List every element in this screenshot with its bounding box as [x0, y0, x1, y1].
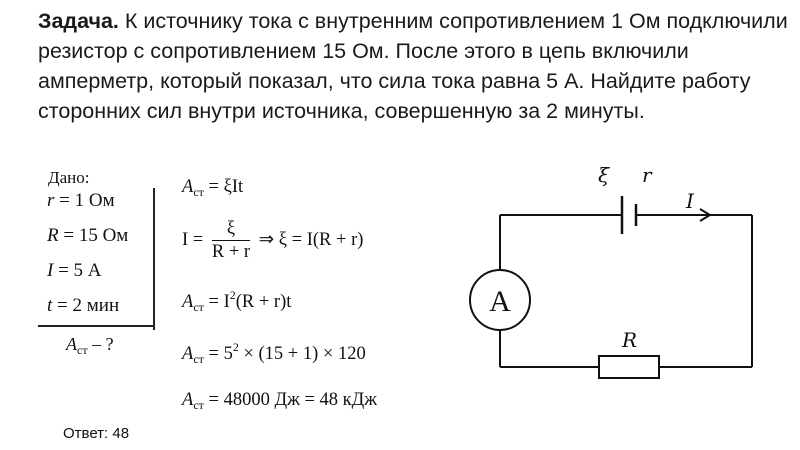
given-symbol: I [47, 260, 54, 281]
problem-label: Задача. [38, 9, 119, 33]
find-quantity: $A_{ст}$ – ? [66, 334, 114, 357]
given-symbol: R [47, 225, 59, 246]
resistor-symbol [599, 356, 659, 378]
answer-text: Ответ: 48 [63, 425, 130, 442]
equation-4: $A_{ст} = 5^2 \times (15 + 1) \times 120$ [182, 340, 366, 366]
given-value: = 5 А [58, 260, 102, 281]
given-symbol: t [47, 295, 53, 316]
given-value: = 2 мин [57, 295, 120, 316]
emf-label: ξ [598, 163, 610, 187]
problem-text: К источнику тока с внутренним сопротивлением 1 Ом подключили резистор с сопротивлением 15 Ом. После этого в цепь включили амперметр, который показал, что сила тока равна 5 А. Найдите работу сторонних сил внутри источника, совершенную за 2 минуты. [38, 9, 788, 123]
equation-1: $A_{ст} = \xi It$ [182, 177, 244, 199]
equation-2: I = $\frac{\xi}{R + r}$ ⇒ ξ = I(R + r) [182, 219, 364, 262]
fraction: $\frac{\xi}{R + r}$ [211, 219, 251, 262]
given-value: = 1 Ом [59, 190, 115, 211]
current-label: I [686, 189, 694, 213]
equation-3: $A_{ст} = I^2(R + r)t$ [182, 288, 292, 314]
equation-5: $A_{ст} = 48000$ Дж = 48 кДж [182, 390, 378, 412]
resistor-label: R [622, 328, 638, 352]
ammeter-label: A [489, 285, 511, 318]
internal-resistance-label: r [642, 163, 652, 187]
given-value: = 15 Ом [63, 225, 129, 246]
given-title: Дано: [48, 168, 90, 187]
given-symbol: r [47, 190, 55, 211]
